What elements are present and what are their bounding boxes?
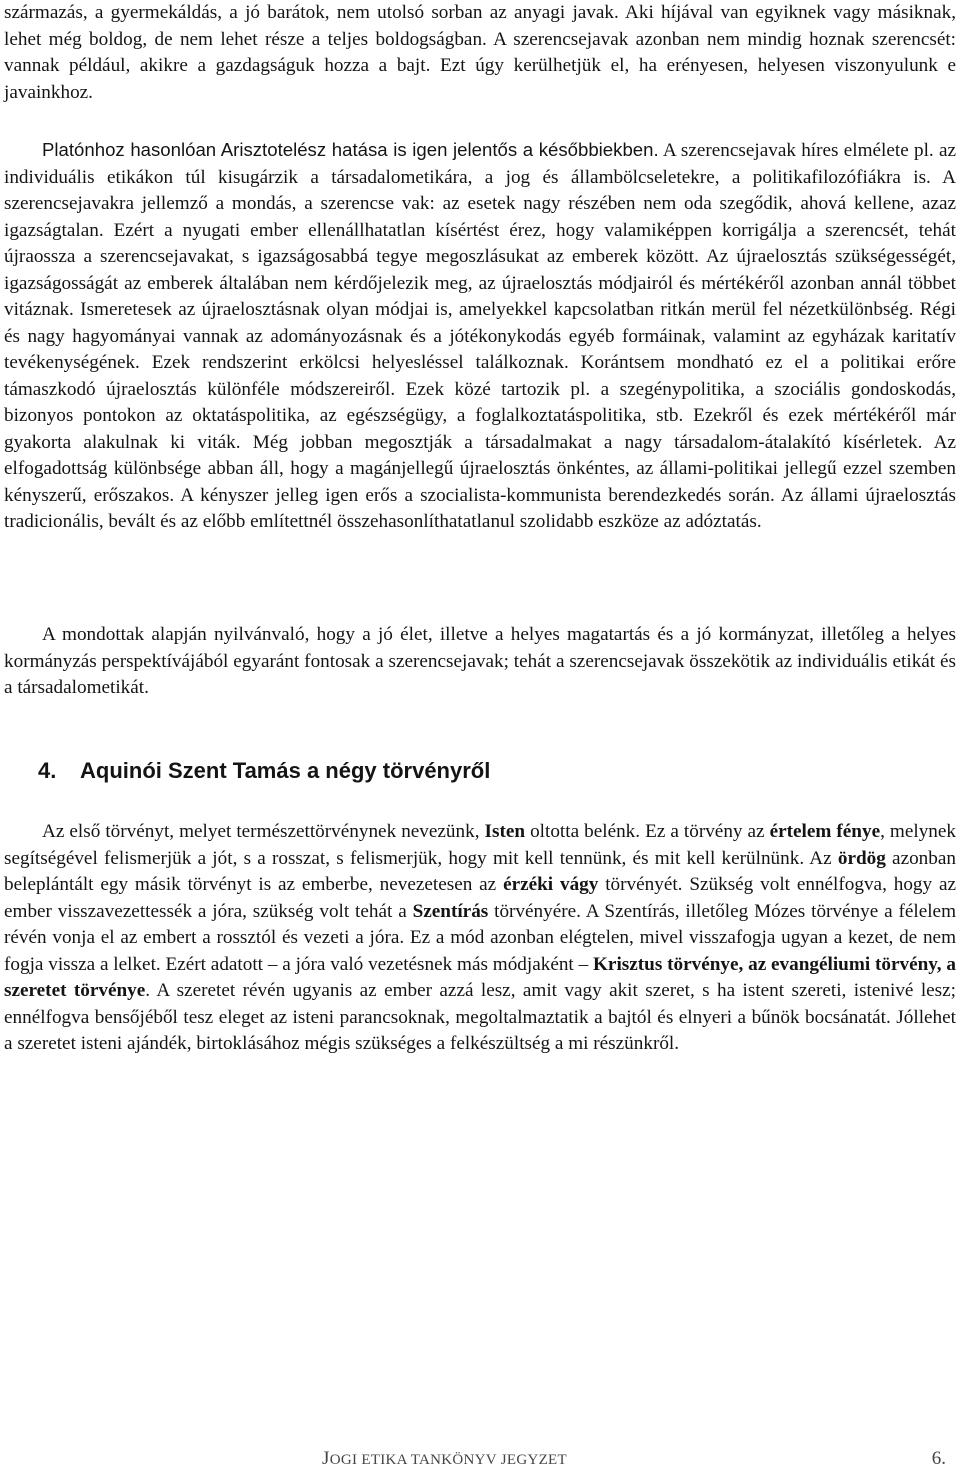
footer-book-title (322, 1448, 567, 1470)
section-title: Aquinói Szent Tamás a négy törvényről (80, 758, 491, 783)
bold-term: Szentírás (412, 900, 489, 922)
text-run: azonban beleplántált egy másik törvényt is az emberbe, nevezetesen az (4, 847, 956, 895)
text-run: törvényére. A Szentírás, illetőleg Mózes törvénye a félelem révén vonja el az embert a rossztól és vezeti a jóra. Ez a mód azonban elégtelen, mivel visszafogja ugyan a kezet, de nem fogja vissza a lelket. Ezért adatott – a jóra való vezetésnek más módjaként – (4, 900, 956, 975)
bold-term: értelem fénye (769, 821, 881, 842)
text-run: Az első törvényt, melyet természettörvénynek nevezünk, (42, 821, 485, 842)
bold-term: Krisztus törvénye, az evangéliumi törvény, a szeretet törvénye (4, 953, 956, 1001)
bold-term: Isten (484, 821, 526, 842)
text-run: , melynek segítségével felismerjük a jót, s a rosszat, s felismerjük, hogy mit kell tennünk, és mit kell kerülnünk. Az (4, 821, 956, 869)
paragraph-conclusion: A mondottak alapján nyilvánvaló, hogy a jó élet, illetve a helyes magatartás és a jó kormányzat, illetőleg a helyes kormányzás perspektívájából egyaránt fontosak a szerencsejavak; tehát a szerencsejavak összekötik az individuális etikát és a társadalometikát. (4, 624, 956, 698)
text-run: . A szeretet révén ugyanis az ember azzá lesz, amit vagy akit szeret, s ha istent szereti, istenivé lesz; ennélfogva bensőjéből tesz eleget az isteni parancsoknak, megoltalmaztatik a bajtól és elnyeri a bűnök bocsánatát. Jóllehet a szeretet isteni ajándék, birtoklásához mégis szükséges a felkészültség a mi részünkről. (4, 980, 956, 1054)
page-number: 6. (931, 1448, 946, 1469)
footer-title-rest: OGI ETIKA TANKÖNYV JEGYZET (329, 1452, 567, 1468)
bold-term: érzéki vágy (503, 874, 599, 895)
text-run: oltotta belénk. Ez a törvény az (525, 821, 770, 842)
paragraph-negy-torveny (4, 819, 956, 1058)
section-number: 4. (38, 758, 57, 783)
page-footer (4, 1448, 952, 1472)
bold-term: ördög (837, 847, 886, 869)
section-heading (38, 756, 490, 786)
footer-title-initial: J (322, 1448, 330, 1469)
paragraph-body: A szerencsejavak híres elmélete pl. az individuális etikákon túl kisugárzik a társadalometikára, a jog és állambölcseletekre, a politikafilozófiákra is. A szerencsejavakra jellemző a mondás, a szerencse vak: az esetek nagy részében nem oda szegődik, ahová kellene, azaz igazságtalan. Ezért a nyugati ember ellenállhatatlan kísértést érez, hogy valamiképpen korrigálja a szerencsét, tehát újraossza a szerencsejavakat, s igazságosabbá tegye megoszlásukat az emberek között. Az újraelosztás szükségességét, igazságosságát az emberek általában nem kérdőjelezik meg, az újraelosztás módjairól és mértékéről azonban annál többet vitáznak. Ismeretesek az újraelosztásnak olyan módjai is, amelyekkel kapcsolatban ritkán merül fel nézetkülönbség. Régi és nagy hagyományai vannak az adományozásnak és a jótékonykodás egyéb formáinak, valamint az egyházak karitatív tevékenységének. Ezek rendszerint erkölcsi helyesléssel találkoznak. Korántsem mondható ez el a politikai erőre támaszkodó újraelosztás különféle módszereiről. Ezek közé tartozik pl. a szegénypolitika, a szociális gondoskodás, bizonyos pontokon az oktatáspolitika, az egészségügy, a foglalkoztatáspolitika, stb. Ezekről és ezek mértékéről már gyakorta alakulnak ki viták. Még jobban megosztják a társadalmakat a nagy társadalom-átalakító kísérletek. Az elfogadottság különbsége abban áll, hogy a magánjellegű újraelosztás önkéntes, az állami-politikai jellegű ezzel szemben kényszerű, erőszakos. A kényszer jelleg igen erős a szocialista-kommunista berendezkedés során. Az állami újraelosztás tradicionális, bevált és az előbb említettnél összehasonlíthatatlanul szolidabb eszköze az adóztatás. (4, 140, 956, 532)
paragraph-arisztotelesz (4, 137, 956, 536)
text-run: törvényét. Szükség volt ennélfogva, hogy az ember visszavezettessék a jóra, szükség volt tehát a (4, 874, 956, 922)
paragraph-lead-sentence: Platónhoz hasonlóan Arisztotelész hatása is igen jelentős a későbbiekben. (42, 139, 659, 160)
paragraph-szerencsejavak-intro: származás, a gyermekáldás, a jó barátok, nem utolsó sorban az anyagi javak. Aki híjával van egyiknek vagy másiknak, lehet még boldog, de nem lehet része a teljes boldogságban. A szerencsejavak azonban nem mindig hoznak szerencsét: vannak például, akikre a gazdagságuk hozza a bajt. Ezt úgy kerülhetjük el, ha erényesen, helyesen viszonyulunk e javainkhoz. (4, 2, 956, 103)
